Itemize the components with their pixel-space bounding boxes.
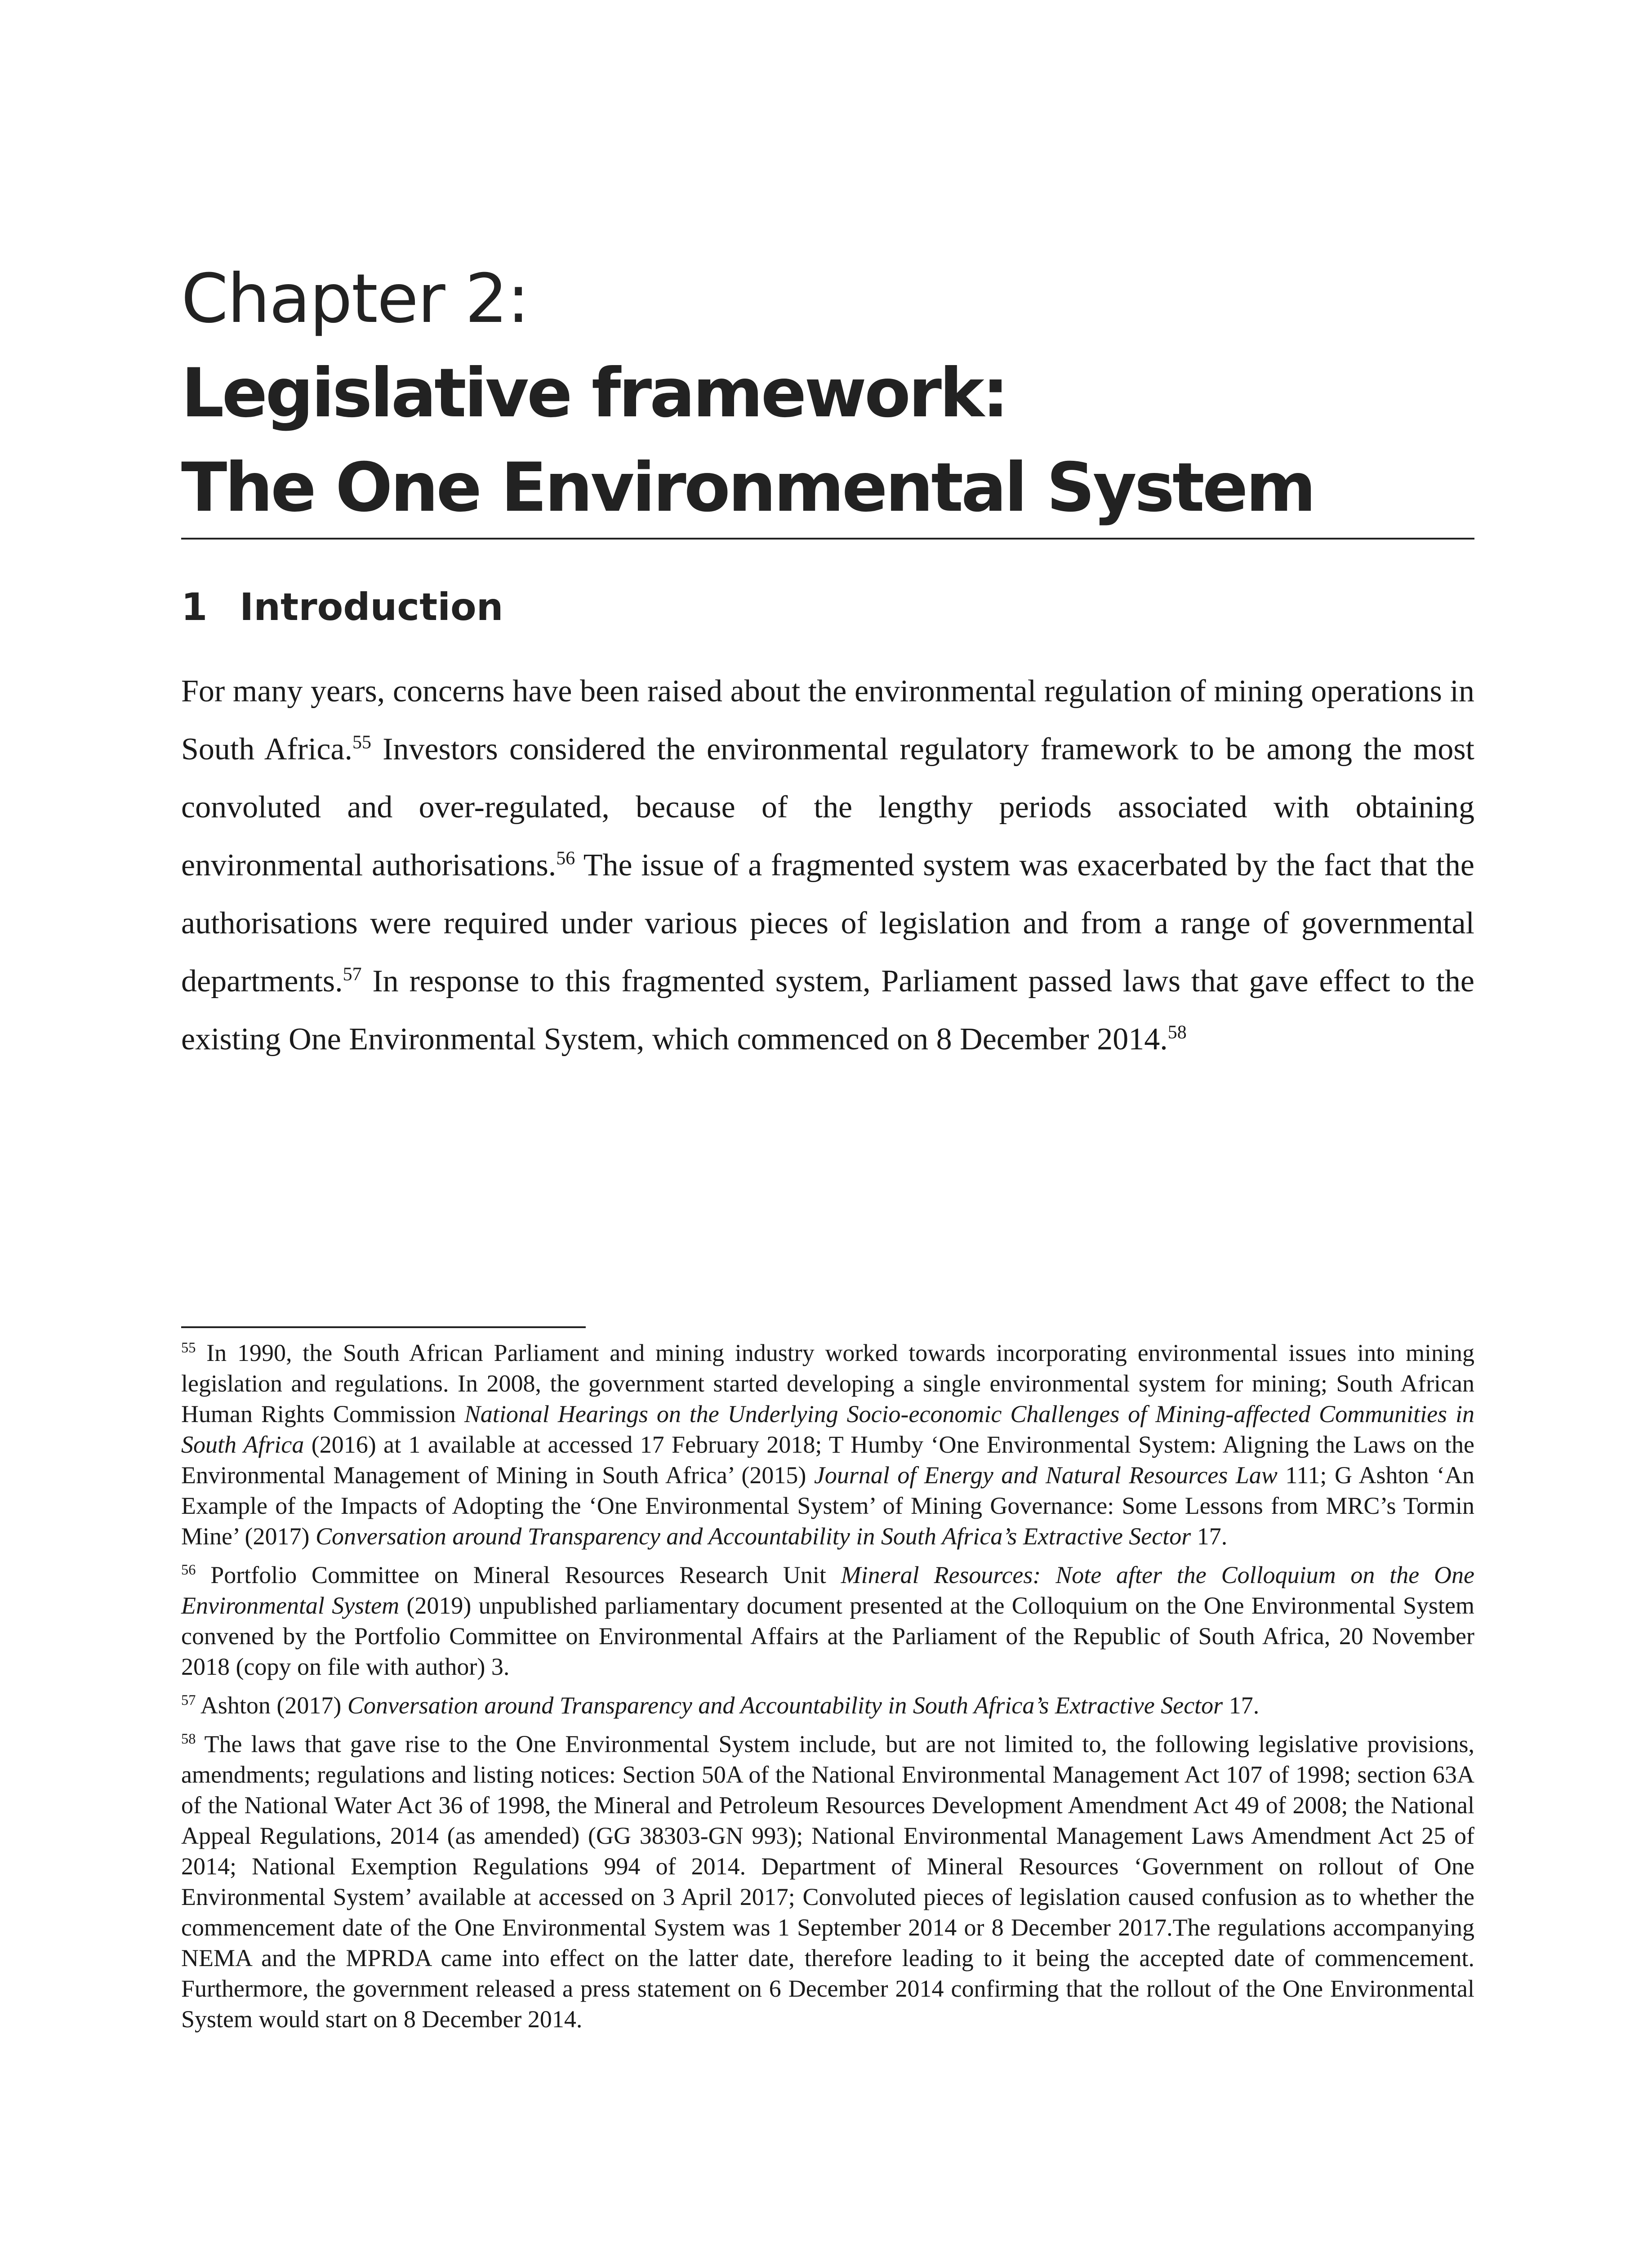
paragraph-sentence: Investors considered the environmental regulatory framework to be among the most convoluted and over-regulated, because of the lengthy periods associated with obtaining environmental authorisations. xyxy=(181,732,1475,883)
footnote-text: 17. xyxy=(1191,1523,1228,1550)
paragraph-sentence: The issue of a fragmented system was exacerbated by the fact that the authorisations were required under various pieces of legislation and from a range of governmental departments. xyxy=(181,848,1474,999)
footnote-55 xyxy=(181,1338,1474,1552)
chapter-heading xyxy=(181,252,1476,535)
paragraph-sentence: For many years, concerns have been raised about the environmental regulation of mining operations in South Africa. xyxy=(181,674,1474,767)
footnote-text: 17. xyxy=(1223,1692,1260,1719)
paragraph-sentence: In response to this fragmented system, Parliament passed laws that gave effect to the existing One Environmental System, which commenced on 8 December 2014. xyxy=(181,964,1474,1057)
footnote-italic: Mineral Resources: Note after the Colloquium on the One Environmental System xyxy=(181,1561,1474,1619)
chapter-title-line-2: The One Environmental System xyxy=(181,449,1314,527)
footnote-italic: Journal of Energy and Natural Resources Law xyxy=(814,1462,1278,1489)
footnote-number: 58 xyxy=(181,1731,196,1747)
footnote-text: In 1990, the South African Parliament and mining industry worked towards incorporating environmental issues into mining legislation and regulations. In 2008, the government started developing a single environmental system for mining; South African Human Rights Commission xyxy=(181,1339,1474,1427)
chapter-label: Chapter 2: xyxy=(181,260,529,338)
footnote-58 xyxy=(181,1729,1474,2034)
footnote-number: 57 xyxy=(181,1692,196,1708)
footnote-56 xyxy=(181,1560,1474,1682)
footnote-ref-55[interactable]: 55 xyxy=(352,732,371,753)
footnote-ref-57[interactable]: 57 xyxy=(343,964,362,985)
section-number: 1 xyxy=(181,585,208,629)
title-divider xyxy=(181,538,1474,540)
footnote-italic: Conversation around Transparency and Accountability in South Africa’s Extractive Sector xyxy=(315,1523,1191,1550)
footnote-text: (2016) at 1 available at accessed 17 February 2018; T Humby ‘One Environmental System: Aligning the Laws on the Environmental Management of Mining in South Africa’ (2015) xyxy=(181,1431,1474,1489)
footnote-text: 111; G Ashton ‘An Example of the Impacts of Adopting the ‘One Environmental System’ of Mining Governance: Some Lessons from MRC’s Tormin Mine’ (2017) xyxy=(181,1462,1474,1550)
footnote-text: (2019) unpublished parliamentary document presented at the Colloquium on the One Environmental System convened by the Portfolio Committee on Environmental Affairs at the Parliament of the Republic of South Africa, 20 November 2018 (copy on file with author) 3. xyxy=(181,1592,1474,1680)
chapter-title-line-1: Legislative framework: xyxy=(181,354,1007,433)
footnote-text: Portfolio Committee on Mineral Resources Research Unit xyxy=(196,1561,841,1588)
footnote-number: 55 xyxy=(181,1340,196,1356)
section-heading xyxy=(181,580,503,634)
footnote-number: 56 xyxy=(181,1562,196,1578)
footnote-italic: Conversation around Transparency and Accountability in South Africa’s Extractive Sector xyxy=(347,1692,1223,1719)
footnote-text: The laws that gave rise to the One Environmental System include, but are not limited to, the following legislative provisions, amendments; regulations and listing notices: Section 50A of the National Environmental Management Act 107 of 1998; section 63A of the National Water Act 36 of 1998, the Mineral and Petroleum Resources Development Amendment Act 49 of 2008; the National Appeal Regulations, 2014 (as amended) (GG 38303-GN 993); National Environmental Management Laws Amendment Act 25 of 2014; National Exemption Regulations 994 of 2014. Department of Mineral Resources ‘Government on rollout of One Environmental System’ available at accessed on 3 April 2017; Convoluted pieces of legislation caused confusion as to whether the commencement date of the One Environmental System was 1 September 2014 or 8 December 2017.The regulations accompanying NEMA and the MPRDA came into effect on the latter date, therefore leading to it being the accepted date of commencement. Furthermore, the government released a press statement on 6 December 2014 confirming that the rollout of the One Environmental System would start on 8 December 2014. xyxy=(181,1731,1474,2033)
footnote-ref-58[interactable]: 58 xyxy=(1167,1022,1187,1043)
intro-paragraph xyxy=(181,662,1474,1068)
footnote-57 xyxy=(181,1690,1474,1721)
footnote-text: Ashton (2017) xyxy=(196,1692,347,1719)
footnotes-section xyxy=(181,1338,1474,2043)
footnote-ref-56[interactable]: 56 xyxy=(556,848,575,869)
section-title: Introduction xyxy=(240,585,503,629)
footnote-separator xyxy=(181,1326,586,1328)
footnote-italic: National Hearings on the Underlying Socio-economic Challenges of Mining-affected Communities in South Africa xyxy=(181,1401,1474,1458)
